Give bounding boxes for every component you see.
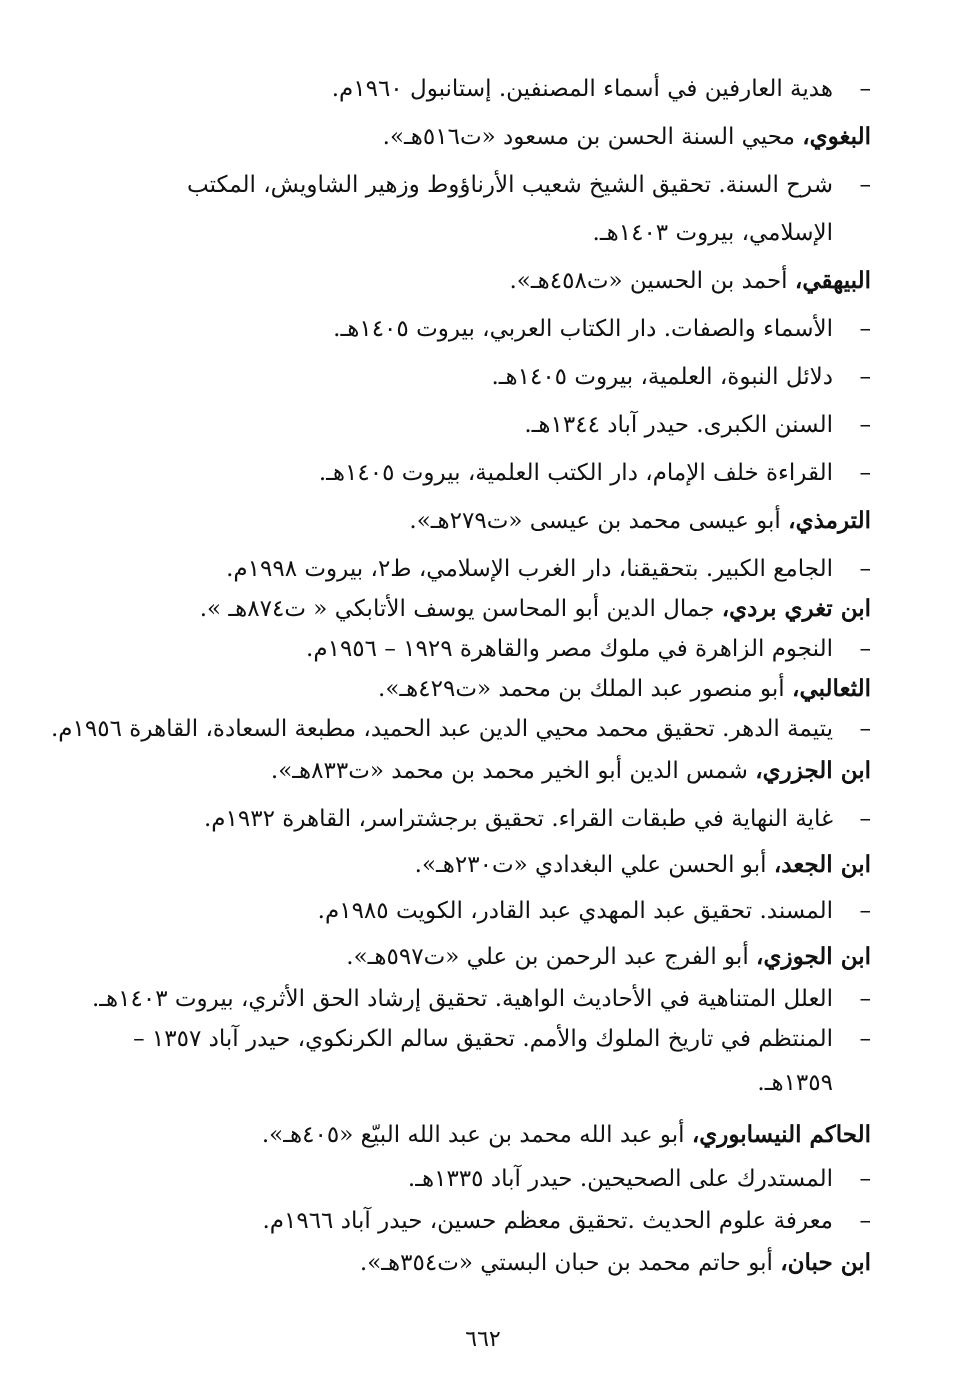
list-dash: – (859, 716, 871, 742)
list-dash: – (859, 412, 871, 438)
author-name: البيهقي، (794, 267, 871, 294)
list-dash: – (859, 1208, 871, 1234)
author-details: أبو حاتم محمد بن حبان البستي «ت٣٥٤هـ». (359, 1250, 781, 1276)
author-details: جمال الدين أبو المحاسن يوسف الأتابكي « ت٨٧٤هـ ». (199, 596, 722, 622)
work-title: يتيمة الدهر. تحقيق محمد محيي الدين عبد الحميد، مطبعة السعادة، القاهرة ١٩٥٦م. (50, 716, 833, 742)
author-name: ابن الجوزي، (756, 943, 871, 970)
list-dash: – (859, 460, 871, 486)
list-dash: – (859, 1026, 871, 1052)
author-name: الترمذي، (788, 507, 871, 534)
bibliography-work-item (92, 984, 871, 1014)
bibliography-author-entry (271, 756, 871, 786)
list-dash: – (859, 172, 871, 198)
work-title: الجامع الكبير. بتحقيقنا، دار الغرب الإسلامي، ط٢، بيروت ١٩٩٨م. (226, 556, 833, 582)
author-details: أبو الحسن علي البغدادي «ت٢٣٠هـ». (414, 852, 774, 878)
bibliography-author-entry (346, 942, 871, 972)
author-details: محيي السنة الحسن بن مسعود «ت٥١٦هـ». (382, 124, 803, 150)
bibliography-work-item (491, 362, 871, 392)
list-dash: – (859, 76, 871, 102)
bibliography-work-item (333, 314, 871, 344)
bibliography-author-entry (415, 850, 871, 880)
work-title: غاية النهاية في طبقات القراء. تحقيق برجشتراسر، القاهرة ١٩٣٢م. (203, 806, 833, 832)
bibliography-work-item (318, 896, 871, 926)
author-name: الحاكم النيسابوري، (691, 1121, 871, 1148)
work-title: المستدرك على الصحيحين. حيدر آباد ١٣٣٥هـ. (407, 1166, 833, 1192)
page-number: ٦٦٢ (465, 1327, 501, 1352)
bibliography-author-entry (378, 674, 871, 704)
list-dash: – (859, 556, 871, 582)
list-dash: – (859, 316, 871, 342)
bibliography-work-item (332, 74, 871, 104)
work-title: هدية العارفين في أسماء المصنفين. إستانبول ١٩٦٠م. (331, 76, 833, 102)
bibliography-work-item (524, 410, 871, 440)
work-title: دلائل النبوة، العلمية، بيروت ١٤٠٥هـ. (491, 364, 833, 390)
bibliography-continuation: الإسلامي، بيروت ١٤٠٣هـ. (592, 220, 833, 246)
bibliography-author-entry (360, 1248, 871, 1278)
work-title: القراءة خلف الإمام، دار الكتب العلمية، بيروت ١٤٠٥هـ. (318, 460, 833, 486)
work-title: السنن الكبرى. حيدر آباد ١٣٤٤هـ. (524, 412, 833, 438)
list-dash: – (859, 1166, 871, 1192)
bibliography-work-item (306, 634, 871, 664)
author-details: أبو عبد الله محمد بن عبد الله البيّع «٤٠٥هـ». (261, 1122, 692, 1148)
bibliography-work-item (262, 1206, 871, 1236)
bibliography-work-item (226, 554, 871, 584)
bibliography-author-entry (200, 594, 871, 624)
work-title: العلل المتناهية في الأحاديث الواهية. تحقيق إرشاد الحق الأثري، بيروت ١٤٠٣هـ. (91, 986, 833, 1012)
author-details: أحمد بن الحسين «ت٤٥٨هـ». (509, 268, 795, 294)
author-name: ابن حبان، (780, 1249, 871, 1276)
author-name: الثعالبي، (792, 675, 871, 702)
bibliography-work-item (133, 1024, 871, 1054)
bibliography-author-entry (409, 506, 871, 536)
bibliography-work-item (51, 714, 871, 744)
list-dash: – (859, 636, 871, 662)
bibliography-author-entry (510, 266, 872, 296)
list-dash: – (859, 364, 871, 390)
author-name: ابن الجعد، (773, 851, 871, 878)
work-title: الأسماء والصفات. دار الكتاب العربي، بيروت ١٤٠٥هـ. (333, 316, 833, 342)
bibliography-author-entry (383, 122, 871, 152)
bibliography-work-item (319, 458, 871, 488)
work-title: النجوم الزاهرة في ملوك مصر والقاهرة ١٩٢٩ – ١٩٥٦م. (306, 636, 833, 662)
bibliography-continuation: ١٣٥٩هـ. (757, 1070, 833, 1096)
bibliography-work-item (408, 1164, 871, 1194)
list-dash: – (859, 806, 871, 832)
work-title: معرفة علوم الحديث .تحقيق معظم حسين، حيدر آباد ١٩٦٦م. (262, 1208, 833, 1234)
author-details: أبو الفرج عبد الرحمن بن علي «ت٥٩٧هـ». (346, 944, 757, 970)
list-dash: – (859, 986, 871, 1012)
list-dash: – (859, 898, 871, 924)
author-name: ابن تغري بردي، (721, 595, 871, 622)
author-details: أبو منصور عبد الملك بن محمد «ت٤٢٩هـ». (378, 676, 793, 702)
work-title: المنتظم في تاريخ الملوك والأمم. تحقيق سالم الكرنكوي، حيدر آباد ١٣٥٧ – (133, 1026, 833, 1052)
author-details: أبو عيسى محمد بن عيسى «ت٢٧٩هـ». (409, 508, 789, 534)
author-details: شمس الدين أبو الخير محمد بن محمد «ت٨٣٣هـ». (270, 758, 756, 784)
author-name: ابن الجزري، (755, 757, 871, 784)
bibliography-work-item (187, 170, 871, 200)
bibliography-author-entry (262, 1120, 871, 1150)
author-name: البغوي، (802, 123, 871, 150)
bibliography-work-item (204, 804, 871, 834)
work-title: شرح السنة. تحقيق الشيخ شعيب الأرناؤوط وزهير الشاويش، المكتب (187, 172, 833, 198)
work-title: المسند. تحقيق عبد المهدي عبد القادر، الكويت ١٩٨٥م. (317, 898, 833, 924)
